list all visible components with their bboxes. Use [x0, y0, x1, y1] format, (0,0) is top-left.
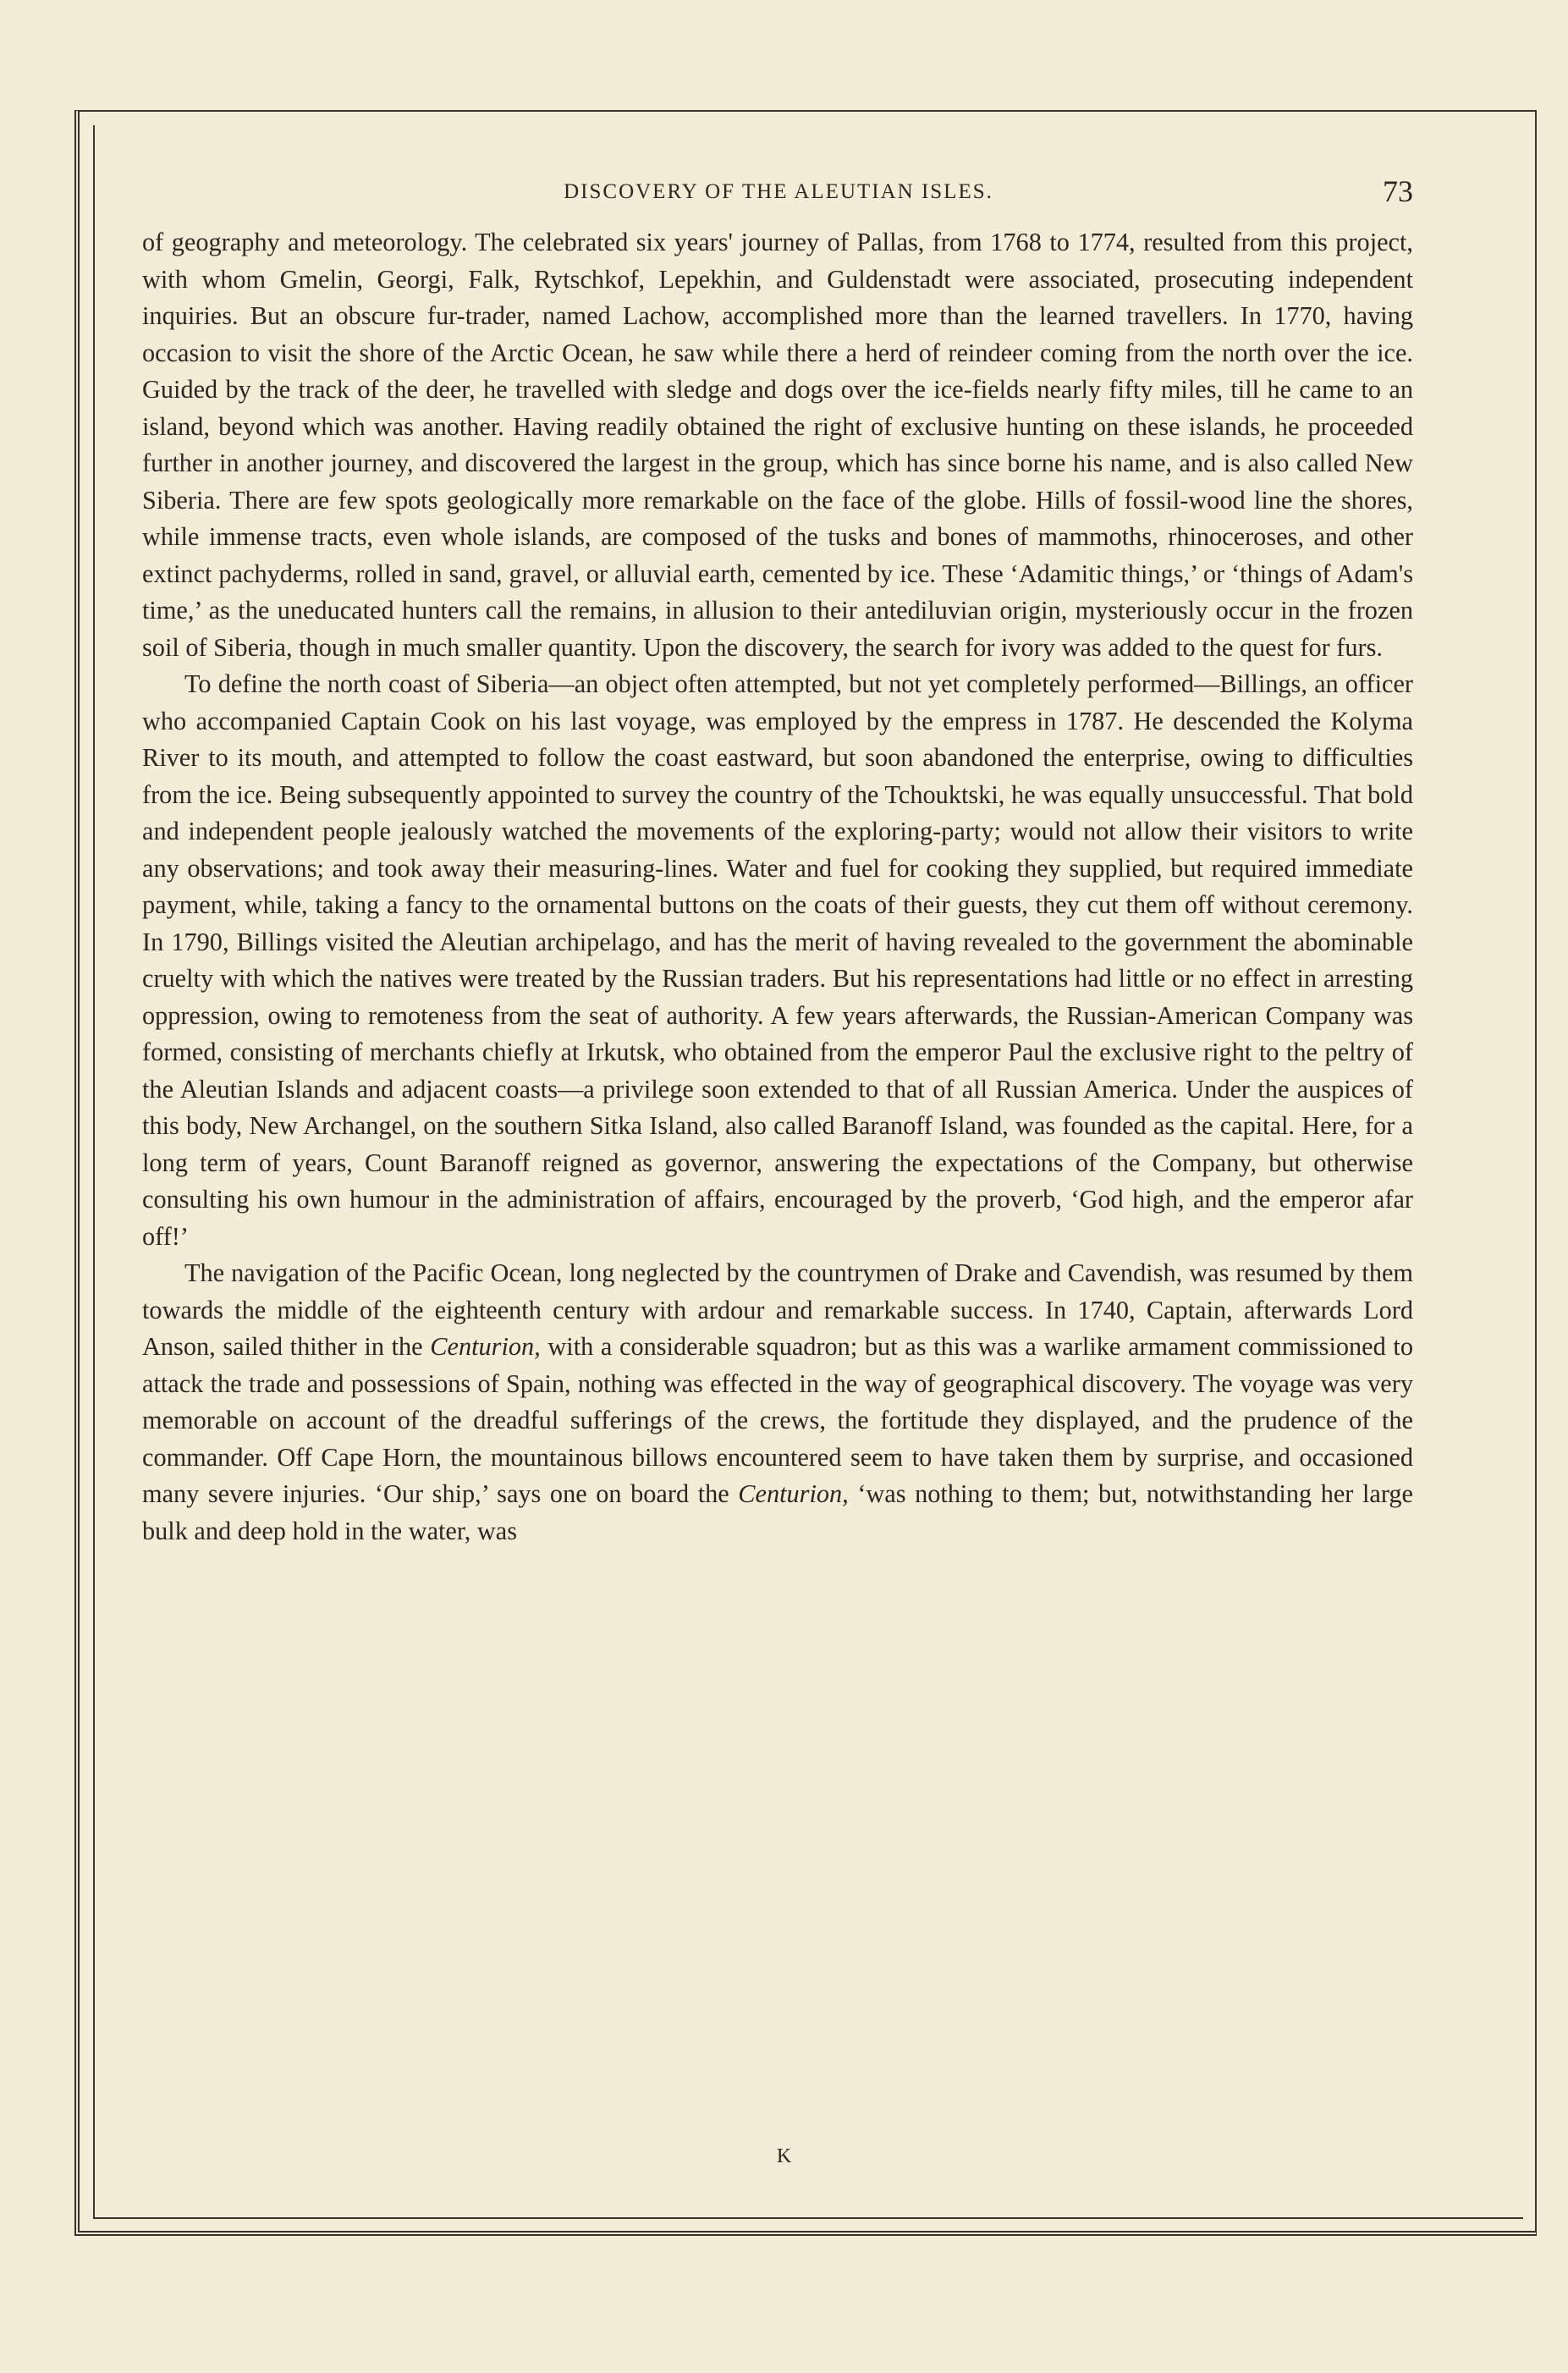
paragraph-text: ‘was nothing to them; but, notwithstanding her large bulk and deep hold in the water, was	[142, 1479, 1413, 1545]
paragraph: To define the north coast of Siberia—an object often attempted, but not yet completely performed—Billings, an officer who accompanied Captain Cook on his last voyage, was employed by the empress in 1787. He descended the Kolyma River to its mouth, and attempted to follow the coast eastward, but soon abandoned the enterprise, owing to difficulties from the ice. Being subsequently appointed to survey the country of the Tchouktski, he was equally unsuccessful. That bold and independent people jealously watched the movements of the exploring-party; would not allow their visitors to write any observations; and took away their measuring-lines. Water and fuel for cooking they supplied, but required immediate payment, while, taking a fancy to the ornamental buttons on the coats of their guests, they cut them off without ceremony. In 1790, Billings visited the Aleutian archipelago, and has the merit of having revealed to the government the abominable cruelty with which the natives were treated by the Russian traders. But his representations had little or no effect in arresting oppression, owing to remoteness from the seat of authority. A few years afterwards, the Russian-American Company was formed, consisting of merchants chiefly at Irkutsk, who obtained from the emperor Paul the exclusive right to the peltry of the Aleutian Islands and adjacent coasts—a privilege soon extended to that of all Russian America. Under the auspices of this body, New Archangel, on the southern Sitka Island, also called Baranoff Island, was founded as the capital. Here, for a long term of years, Count Baranoff reigned as governor, answering the expectations of the Company, but otherwise consulting his own humour in the administration of affairs, encouraged by the proverb, ‘God high, and the emperor afar off!’	[142, 669, 1413, 1251]
running-head: DISCOVERY OF THE ALEUTIAN ISLES.	[564, 180, 993, 203]
page-number: 73	[1383, 174, 1413, 208]
ship-name: Centurion,	[430, 1332, 541, 1361]
signature-mark: K	[776, 2145, 792, 2167]
paragraph-text: The navigation of the Pacific Ocean, long neglected by the countrymen of Drake and Cavendish, was resumed by them towards the middle of the eighteenth century with ardour and remarkable success. In 1740, Captain, afterwards Lord Anson, sailed thither in the	[142, 1258, 1413, 1361]
paragraph-text: with a considerable squadron; but as this was a warlike armament commissioned to attack the trade and possessions of Spain, nothing was effected in the way of geographical discovery. The voyage was very memorable on account of the dreadful sufferings of the crews, the fortitude they displayed, and the prudence of the commander. Off Cape Horn, the mountainous billows encountered seem to have taken them by surprise, and occasioned many severe injuries. ‘Our ship,’ says one on board the	[142, 1332, 1413, 1508]
body-text	[142, 224, 1413, 1550]
page-header	[144, 173, 1413, 216]
ship-name: Centurion,	[738, 1479, 849, 1508]
paragraph: of geography and meteorology. The celebrated six years' journey of Pallas, from 1768 to 1774, resulted from this project, with whom Gmelin, Georgi, Falk, Rytschkof, Lepekhin, and Guldenstadt were associated, prosecuting independent inquiries. But an obscure fur-trader, named Lachow, accomplished more than the learned travellers. In 1770, having occasion to visit the shore of the Arctic Ocean, he saw while there a herd of reindeer coming from the north over the ice. Guided by the track of the deer, he travelled with sledge and dogs over the ice-fields nearly fifty miles, till he came to an island, beyond which was another. Having readily obtained the right of exclusive hunting on these islands, he proceeded further in another journey, and discovered the largest in the group, which has since borne his name, and is also called New Siberia. There are few spots geologically more remarkable on the face of the globe. Hills of fossil-wood line the shores, while immense tracts, even whole islands, are composed of the tusks and bones of mammoths, rhinoceroses, and other extinct pachyderms, rolled in sand, gravel, or alluvial earth, cemented by ice. These ‘Adamitic things,’ or ‘things of Adam's time,’ as the uneducated hunters call the remains, in allusion to their antediluvian origin, mysteriously occur in the frozen soil of Siberia, though in much smaller quantity. Upon the discovery, the search for ivory was added to the quest for furs.	[142, 228, 1413, 662]
paragraph	[142, 1255, 1413, 1550]
